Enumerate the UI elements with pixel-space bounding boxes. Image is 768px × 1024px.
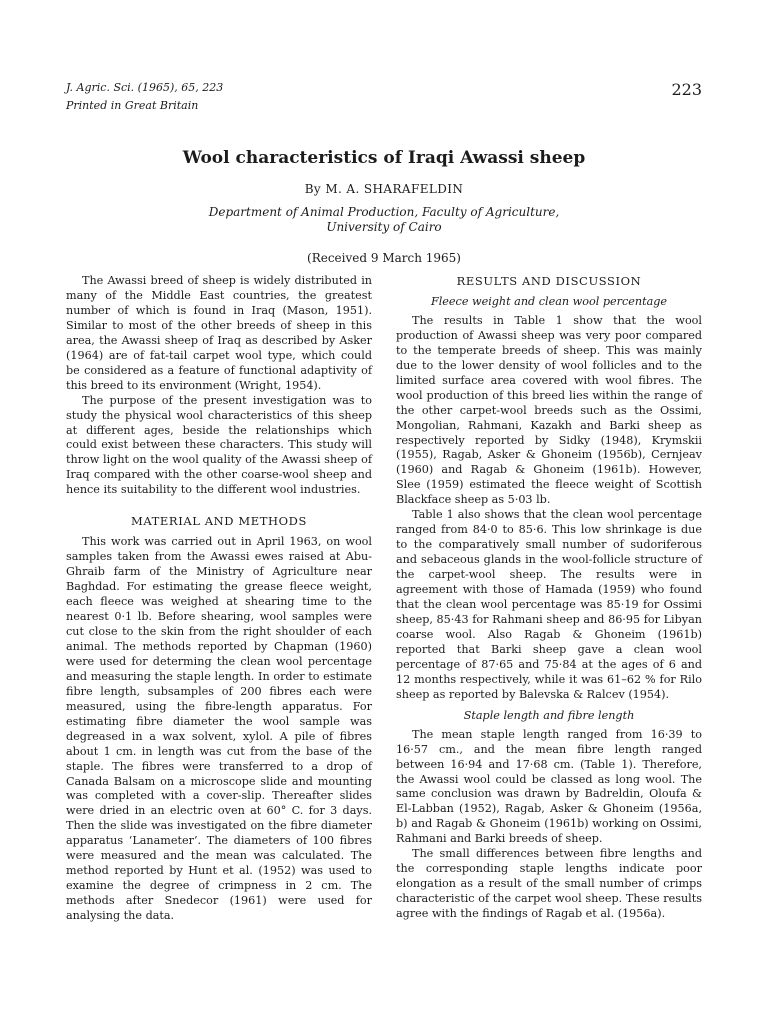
methods-paragraph: This work was carried out in April 1963, on wool samples taken from the Awassi ewes raised at Abu-Ghraib farm of the Ministry of Agriculture near Baghdad. For estimating the grease fleece weight, each fleece was weighed at shearing time to the nearest 0·1 lb. Before shearing, wool samples were cut close to the skin from the right shoulder of each animal. The methods reported by Chapman (1960) were used for determing the clean wool percentage and measuring the staple length. In order to estimate fibre length, subsamples of 200 fibres each were measured, using the fibre-length apparatus. For estimating fibre diameter the wool sample was degreased in a wax solvent, xylol. A pile of fibres about 1 cm. in length was cut from the base of the staple. The fibres were transferred to a drop of Canada Balsam on a microscope slide and mounting was completed with a cover-slip. Thereafter slides were dried in an electric oven at 60° C. for 3 days. Then the slide was investigated on the fibre diameter apparatus ‘Lanameter’. The diameters of 100 fibres were measured and the mean was calculated. The method reported by Hunt et al. (1952) was used to examine the degree of crimpness in 2 cm. The methods after Snedecor (1961) were used for analysing the data.: [66, 535, 372, 923]
methods-heading: MATERIAL AND METHODS: [131, 514, 307, 529]
results-paragraph-1: The results in Table 1 show that the wool production of Awassi sheep was very poor compared to the temperate breeds of sheep. This was mainly due to the lower density of wool follicles and to the limited surface area covered with wool fibres. The wool production of this breed lies within the range of the other carpet-wool breeds such as the Ossimi, Mongolian, Rahmani, Kazakh and Barki sheep as respectively reported by Sidky (1948), Krymskii (1955), Ragab, Asker & Ghoneim (1956b), Cernjeav (1960) and Ragab & Ghoneim (1961b). However, Slee (1959) estimated the fleece weight of Scottish Blackface sheep as 5·03 lb.: [396, 313, 702, 507]
subheading-staple-length: Staple length and fibre length: [463, 708, 635, 722]
affiliation-line-2: University of Cairo: [326, 220, 442, 234]
left-column: [66, 274, 372, 924]
intro-paragraph-1: The Awassi breed of sheep is widely distributed in many of the Middle East countries, the greatest number of which is found in Iraq (Mason, 1951). Similar to most of the other breeds of sheep in this area, the Awassi sheep of Iraq as described by Asker (1964) are of fat-tail carpet wool type, which could be considered as a feature of functional adaptivity of this breed to its environment (Wright, 1954).: [66, 274, 372, 392]
printed-in: Printed in Great Britain: [66, 99, 199, 112]
results-paragraph-2: Table 1 also shows that the clean wool percentage ranged from 84·0 to 85·6. This low shrinkage is due to the comparatively small number of sudoriferous and sebaceous glands in the wool-follicle structure of the carpet-wool sheep. The results were in agreement with those of Hamada (1959) who found that the clean wool percentage was 85·19 for Ossimi sheep, 85·43 for Rahmani sheep and 86·95 for Libyan coarse wool. Also Ragab & Ghoneim (1961b) reported that Barki sheep gave a clean wool percentage of 87·65 and 75·84 at the ages of 6 and 12 months respectively, while it was 61–62 % for Rilo sheep as reported by Balevska & Ralcev (1954).: [396, 508, 702, 701]
page-number: 223: [671, 80, 702, 99]
results-paragraph-4: The small differences between fibre lengths and the corresponding staple lengths indicate poor elongation as a result of the small number of crimps characteristic of the carpet wool sheep. These results agree with the findings of Ragab et al. (1956a).: [396, 847, 702, 921]
intro-paragraph-2: The purpose of the present investigation was to study the physical wool characteristics of this sheep at different ages, beside the relationships which could exist between these characters. This study will throw light on the wool quality of the Awassi sheep of Iraq compared with the other coarse-wool sheep and hence its suitability to the different wool industries.: [66, 393, 372, 497]
results-heading: RESULTS AND DISCUSSION: [456, 274, 642, 288]
subheading-fleece-weight: Fleece weight and clean wool percentage: [430, 294, 668, 308]
article-title: Wool characteristics of Iraqi Awassi sheep: [182, 148, 586, 168]
author-byline: By M. A. SHARAFELDIN: [304, 182, 464, 196]
right-column: [396, 274, 702, 922]
affiliation-line-1: Department of Animal Production, Faculty of Agriculture,: [208, 205, 560, 219]
received-date: (Received 9 March 1965): [307, 251, 461, 265]
journal-citation: J. Agric. Sci. (1965), 65, 223: [66, 81, 224, 94]
results-paragraph-3: The mean staple length ranged from 16·39 to 16·57 cm., and the mean fibre length ranged between 16·94 and 17·68 cm. (Table 1). Therefore, the Awassi wool could be classed as long wool. The same conclusion was drawn by Badreldin, Oloufa & El-Labban (1952), Ragab, Asker & Ghoneim (1956a, b) and Ragab & Ghoneim (1961b) working on Ossimi, Rahmani and Barki breeds of sheep.: [396, 727, 702, 846]
